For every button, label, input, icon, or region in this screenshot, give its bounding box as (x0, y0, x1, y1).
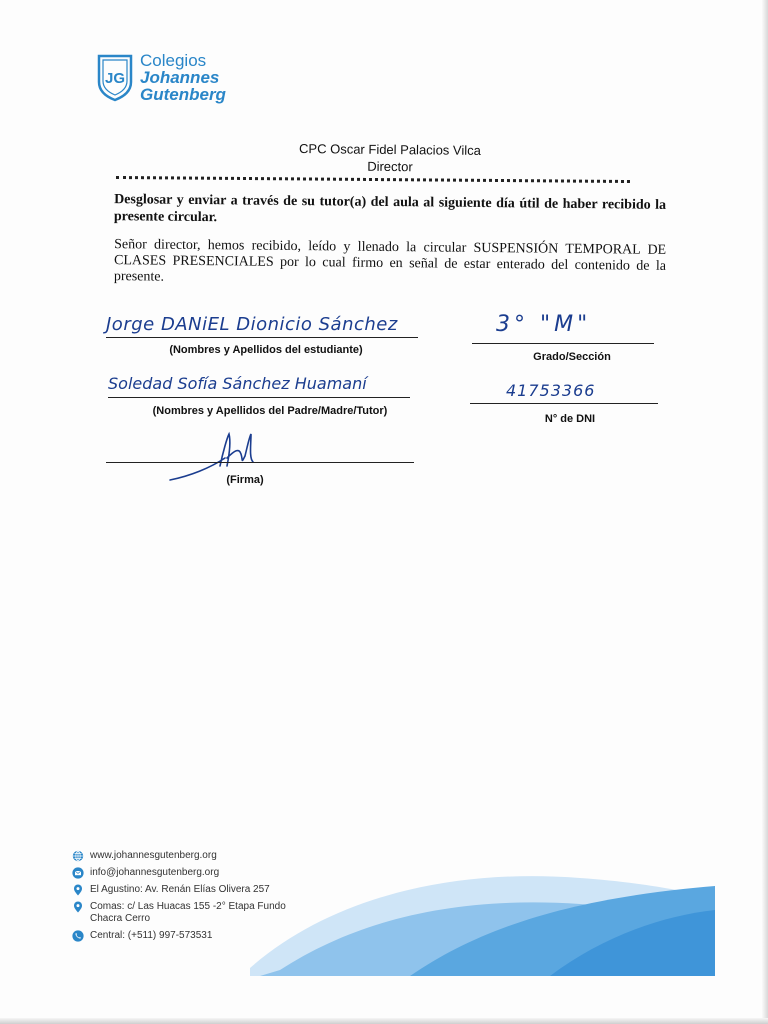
grade-section-label: Grado/Sección (533, 351, 611, 363)
dni-line (470, 403, 658, 404)
location-pin-icon (72, 901, 84, 913)
school-logo (96, 52, 256, 112)
footer-website-text: www.johannesgutenberg.org (90, 850, 217, 861)
logo-line-gutenberg: Gutenberg (140, 85, 226, 104)
logo-emblem-letters: JG (104, 70, 126, 87)
mail-icon (72, 867, 84, 879)
signature-label: (Firma) (226, 474, 264, 486)
decorative-wave-graphic (250, 858, 720, 980)
shield-emblem-icon (96, 52, 134, 102)
dni-label: N° de DNI (544, 413, 596, 425)
instruction-text: Desglosar y enviar a través de su tutor(a) del aula al siguiente día útil de haber recibido la presente circular. (113, 192, 667, 226)
grade-section-handwritten: 3° "M" (496, 312, 592, 337)
student-name-handwritten: Jorge DANiEL Dionicio Sánchez (106, 314, 398, 335)
acknowledgement-text: Señor director, hemos recibido, leído y llenado la circular SUSPENSIÓN TEMPORAL DE CLASES PRESENCIALES por lo cual firmo en señal de estar enterado del contenido de la presente. (113, 237, 667, 285)
dni-handwritten: 41753366 (506, 381, 596, 400)
globe-icon (72, 850, 84, 862)
director-name: CPC Oscar Fidel Palacios Vilca (299, 141, 481, 158)
director-role: Director (367, 158, 413, 175)
logo-line-colegios: Colegios (140, 51, 207, 70)
parent-name-line (108, 397, 410, 398)
page-edge-shadow (762, 0, 768, 1024)
footer-address-comas-text: Comas: c/ Las Huacas 155 -2° Etapa Fundo Chacra Cerro (90, 901, 286, 924)
parent-name-handwritten: Soledad Sofía Sánchez Huamaní (108, 374, 367, 393)
tear-off-dotted-line (116, 176, 630, 183)
phone-icon (72, 930, 84, 942)
footer-email-text: info@johannesgutenberg.org (90, 867, 220, 878)
parent-name-label: (Nombres y Apellidos del Padre/Madre/Tutor) (152, 405, 388, 417)
student-name-line (106, 337, 418, 338)
page-edge-shadow-bottom (0, 1018, 768, 1024)
logo-line-johannes: Johannes (140, 68, 220, 87)
student-name-label: (Nombres y Apellidos del estudiante) (169, 344, 363, 356)
grade-section-line (472, 343, 654, 344)
footer-address-agustino-text: El Agustino: Av. Renán Elías Olivera 257 (90, 884, 270, 895)
location-pin-icon (72, 884, 84, 896)
signature-line (106, 462, 414, 463)
footer-phone-text: Central: (+511) 997-573531 (90, 930, 213, 941)
